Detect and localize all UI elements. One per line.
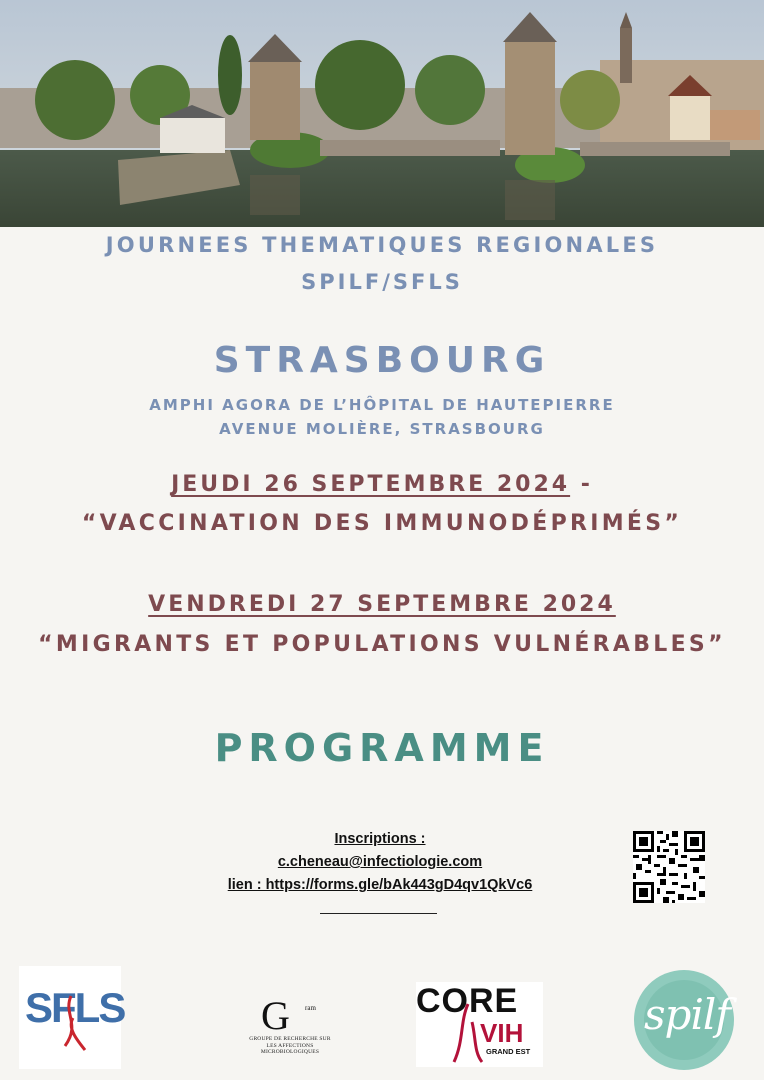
day2-date: VENDREDI 27 SEPTEMBRE 2024 (148, 592, 616, 617)
venue-address: AVENUE MOLIÈRE, STRASBOURG (219, 420, 545, 438)
day2-theme: “MIGRANTS ET POPULATIONS VULNÉRABLES” (38, 632, 726, 657)
separator-line (320, 913, 437, 914)
inscriptions-email-line[interactable] (190, 854, 570, 870)
gram-logo-suffix: ram (305, 1004, 316, 1012)
programme-heading: PROGRAMME (214, 726, 550, 770)
gram-logo (245, 990, 335, 1055)
day1-theme: “VACCINATION DES IMMUNODÉPRIMÉS” (81, 511, 683, 536)
strasbourg-banner-image (0, 0, 764, 227)
day1-separator: - (570, 472, 593, 497)
sfls-logo-text: SFLS (25, 984, 125, 1031)
day2-heading (0, 592, 764, 617)
gram-logo-subtitle: GROUPE DE RECHERCHE SUR LES AFFECTIONS MICROBIOLOGIQUES (249, 1036, 331, 1055)
city-title: STRASBOURG (213, 340, 551, 381)
inscriptions-form-line[interactable] (190, 877, 570, 893)
inscriptions-label-line (190, 831, 570, 847)
inscriptions-form-link[interactable]: lien : https://forms.gle/bAk443gD4qv1QkVc6 (227, 877, 533, 893)
corevih-logo-region: GRAND EST (486, 1047, 531, 1056)
day1-heading (0, 472, 764, 497)
corevih-logo-core: CORE (416, 982, 519, 1020)
corevih-logo (416, 982, 543, 1067)
inscriptions-email-link[interactable]: c.cheneau@infectiologie.com (277, 854, 483, 870)
inscriptions-label: Inscriptions : (334, 831, 426, 847)
red-ribbon-icon (19, 966, 121, 1069)
spilf-logo-word: spilf (644, 990, 730, 1039)
sfls-logo (19, 966, 125, 1069)
spilf-logo (630, 968, 738, 1072)
corevih-logo-vih: VIH (480, 1018, 524, 1048)
gram-logo-letter: G (261, 993, 290, 1038)
day1-date: JEUDI 26 SEPTEMBRE 2024 (171, 472, 571, 497)
organizers-title: SPILF/SFLS (301, 270, 463, 294)
venue-line: AMPHI AGORA DE L’HÔPITAL DE HAUTEPIERRE (149, 396, 615, 414)
qr-code[interactable] (633, 831, 705, 903)
event-series-title: JOURNEES THEMATIQUES REGIONALES (105, 233, 659, 257)
